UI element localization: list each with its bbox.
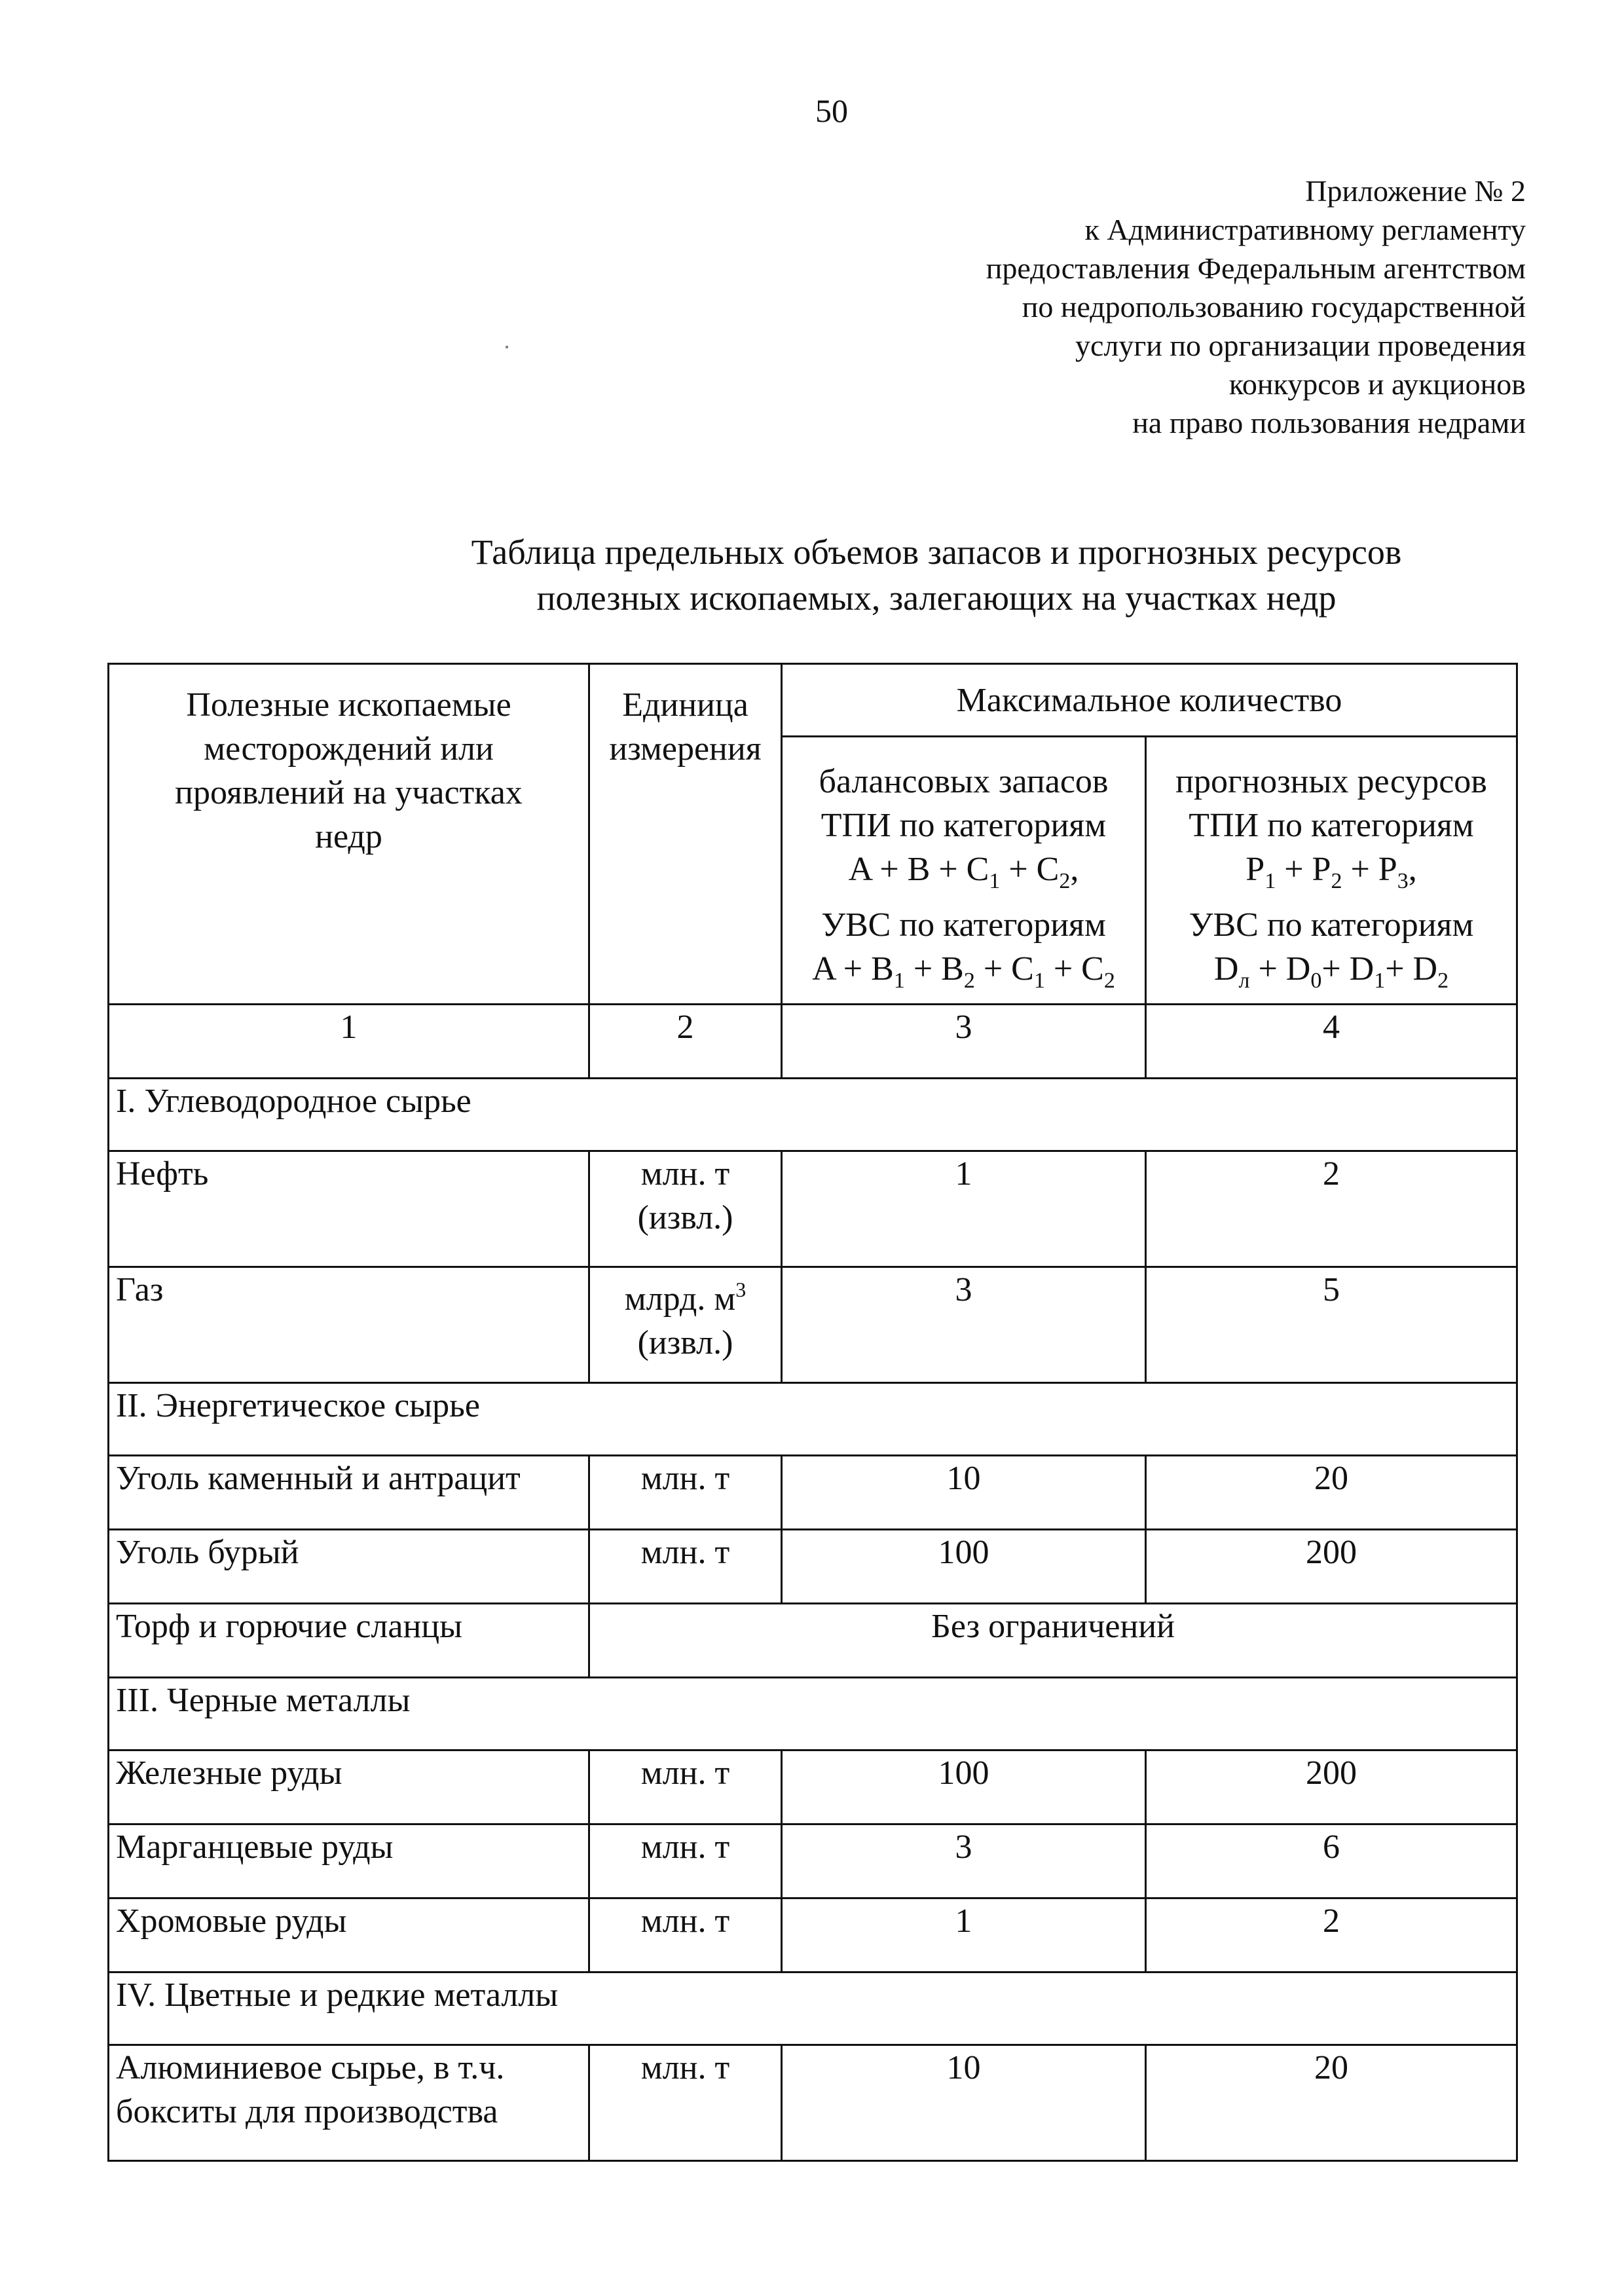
- appendix-line: на право пользования недрами: [1132, 406, 1526, 439]
- appendix-line: конкурсов и аукционов: [1228, 367, 1526, 401]
- row-value-forecast: 2: [1146, 1151, 1517, 1267]
- row-name: Алюминиевое сырье, в т.ч. бокситы для производства: [109, 2045, 589, 2161]
- row-value-balance: 3: [782, 1824, 1146, 1898]
- row-unit: млн. т: [589, 1898, 782, 1972]
- appendix-line: услуги по организации проведения: [1075, 329, 1526, 362]
- row-unit: млн. т: [589, 1456, 782, 1530]
- row-name: Уголь каменный и антрацит: [109, 1456, 589, 1530]
- header-forecast-resources: прогнозных ресурсов ТПИ по категориям $P_1 + P_2 + P_3$, УВС по категориям $D_л + D_0+ D_1+ D_2$: [1146, 737, 1517, 1005]
- row-unit: млрд. $м^3$ (извл.): [589, 1267, 782, 1383]
- row-name: Уголь бурый: [109, 1530, 589, 1604]
- row-name: Марганцевые руды: [109, 1824, 589, 1898]
- section-row: [109, 1383, 1517, 1456]
- row-name: Железные руды: [109, 1750, 589, 1824]
- column-number-row: [109, 1005, 1517, 1079]
- table-title-line: полезных ископаемых, залегающих на участках недр: [536, 578, 1337, 618]
- row-value-forecast: 200: [1146, 1750, 1517, 1824]
- table-row: [109, 1898, 1517, 1972]
- table-title: [0, 529, 1624, 621]
- table-row: [109, 1750, 1517, 1824]
- section-row: [109, 1079, 1517, 1151]
- table-row: [109, 2045, 1517, 2161]
- row-value-balance: 100: [782, 1530, 1146, 1604]
- header-balance-reserves: балансовых запасов ТПИ по категориям $A + B + C_1 + C_2$, УВС по категориям $A + B_1 + B_2 + C_1 + C_2$: [782, 737, 1146, 1005]
- header-unit: Единица измерения: [589, 664, 782, 1005]
- row-name: Торф и горючие сланцы: [109, 1604, 589, 1678]
- row-value-forecast: 20: [1146, 2045, 1517, 2161]
- table-row: [109, 1151, 1517, 1267]
- table-row: [109, 1267, 1517, 1383]
- row-value-forecast: 2: [1146, 1898, 1517, 1972]
- row-merged-value: Без ограничений: [589, 1604, 1517, 1678]
- page-number: 50: [815, 92, 848, 129]
- row-unit: млн. т: [589, 1750, 782, 1824]
- section-energy: II. Энергетическое сырье: [109, 1383, 1517, 1456]
- row-value-balance: 1: [782, 1151, 1146, 1267]
- column-number: 4: [1146, 1005, 1517, 1079]
- row-value-forecast: 200: [1146, 1530, 1517, 1604]
- column-number: 3: [782, 1005, 1146, 1079]
- appendix-block: [674, 172, 1526, 442]
- appendix-line: к Административному регламенту: [1084, 213, 1526, 246]
- table-header-row: [109, 664, 1517, 737]
- appendix-line: предоставления Федеральным агентством: [986, 251, 1526, 285]
- row-value-balance: 1: [782, 1898, 1146, 1972]
- row-unit: млн. т: [589, 1530, 782, 1604]
- table-title-line: Таблица предельных объемов запасов и прогнозных ресурсов: [471, 532, 1402, 572]
- section-ferrous: III. Черные металлы: [109, 1678, 1517, 1750]
- appendix-line: Приложение № 2: [1305, 174, 1526, 208]
- row-name: Нефть: [109, 1151, 589, 1267]
- row-value-forecast: 5: [1146, 1267, 1517, 1383]
- header-max-quantity: Максимальное количество: [782, 664, 1517, 737]
- row-unit: млн. т (извл.): [589, 1151, 782, 1267]
- section-row: [109, 1972, 1517, 2045]
- row-name: Газ: [109, 1267, 589, 1383]
- row-name: Хромовые руды: [109, 1898, 589, 1972]
- row-value-forecast: 20: [1146, 1456, 1517, 1530]
- table-row: [109, 1824, 1517, 1898]
- limits-table: [107, 663, 1518, 2162]
- table-row: [109, 1530, 1517, 1604]
- table-row: [109, 1604, 1517, 1678]
- section-hydrocarbons: I. Углеводородное сырье: [109, 1079, 1517, 1151]
- row-value-balance: 10: [782, 1456, 1146, 1530]
- section-nonferrous: IV. Цветные и редкие металлы: [109, 1972, 1517, 2045]
- row-value-balance: 100: [782, 1750, 1146, 1824]
- header-minerals: Полезные ископаемые месторождений или проявлений на участках недр: [109, 664, 589, 1005]
- row-value-balance: 3: [782, 1267, 1146, 1383]
- row-unit: млн. т: [589, 1824, 782, 1898]
- section-row: [109, 1678, 1517, 1750]
- row-unit: млн. т: [589, 2045, 782, 2161]
- column-number: 1: [109, 1005, 589, 1079]
- appendix-line: по недропользованию государственной: [1022, 290, 1526, 324]
- row-value-balance: 10: [782, 2045, 1146, 2161]
- row-value-forecast: 6: [1146, 1824, 1517, 1898]
- table-row: [109, 1456, 1517, 1530]
- scan-speck: [506, 346, 508, 348]
- column-number: 2: [589, 1005, 782, 1079]
